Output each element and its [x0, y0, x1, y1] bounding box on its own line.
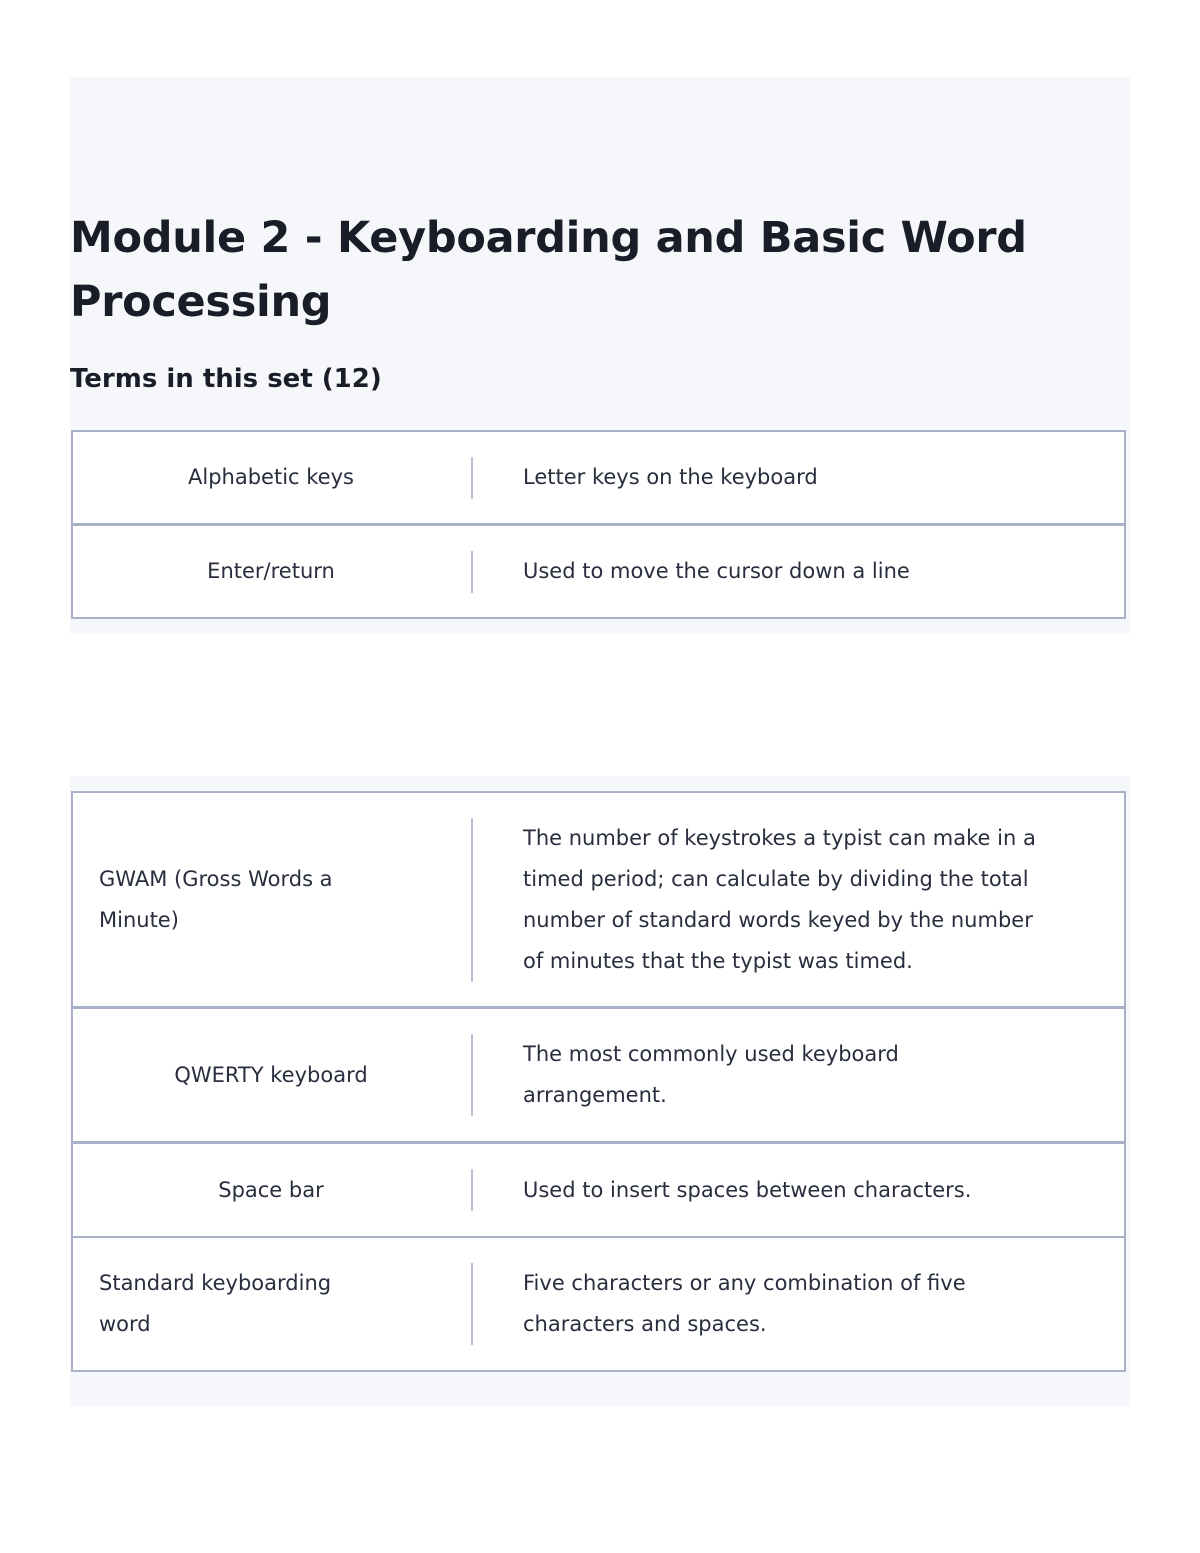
term-card: [71, 1142, 1126, 1238]
term-card: [71, 1007, 1126, 1143]
term-text: GWAM (Gross Words a Minute): [99, 866, 333, 932]
definition-text: Used to insert spaces between characters.: [523, 1177, 972, 1202]
term-text: Standard keyboarding word: [99, 1271, 332, 1336]
terms-heading: Terms in this set (12): [70, 364, 382, 394]
term-text: QWERTY keyboard: [174, 1062, 368, 1087]
term-card: [71, 1236, 1126, 1372]
term-text: Alphabetic keys: [188, 465, 354, 489]
term-card: [71, 524, 1126, 619]
definition-text: Used to move the cursor down a line: [523, 559, 910, 583]
definition-text: Letter keys on the keyboard: [523, 465, 818, 489]
definition-text: The most commonly used keyboard arrangement.: [523, 1042, 899, 1107]
definition-text: The number of keystrokes a typist can make in a timed period; can calculate by dividing the total number of standard words keyed by the number of minutes that the typist was timed.: [523, 825, 1036, 973]
page-title: Module 2 - Keyboarding and Basic Word Processing: [70, 213, 1027, 327]
term-text: Enter/return: [207, 559, 335, 583]
definition-text: Five characters or any combination of five characters and spaces.: [523, 1271, 966, 1336]
term-text: Space bar: [218, 1177, 324, 1202]
term-card: [71, 791, 1126, 1008]
term-card: [71, 430, 1126, 525]
